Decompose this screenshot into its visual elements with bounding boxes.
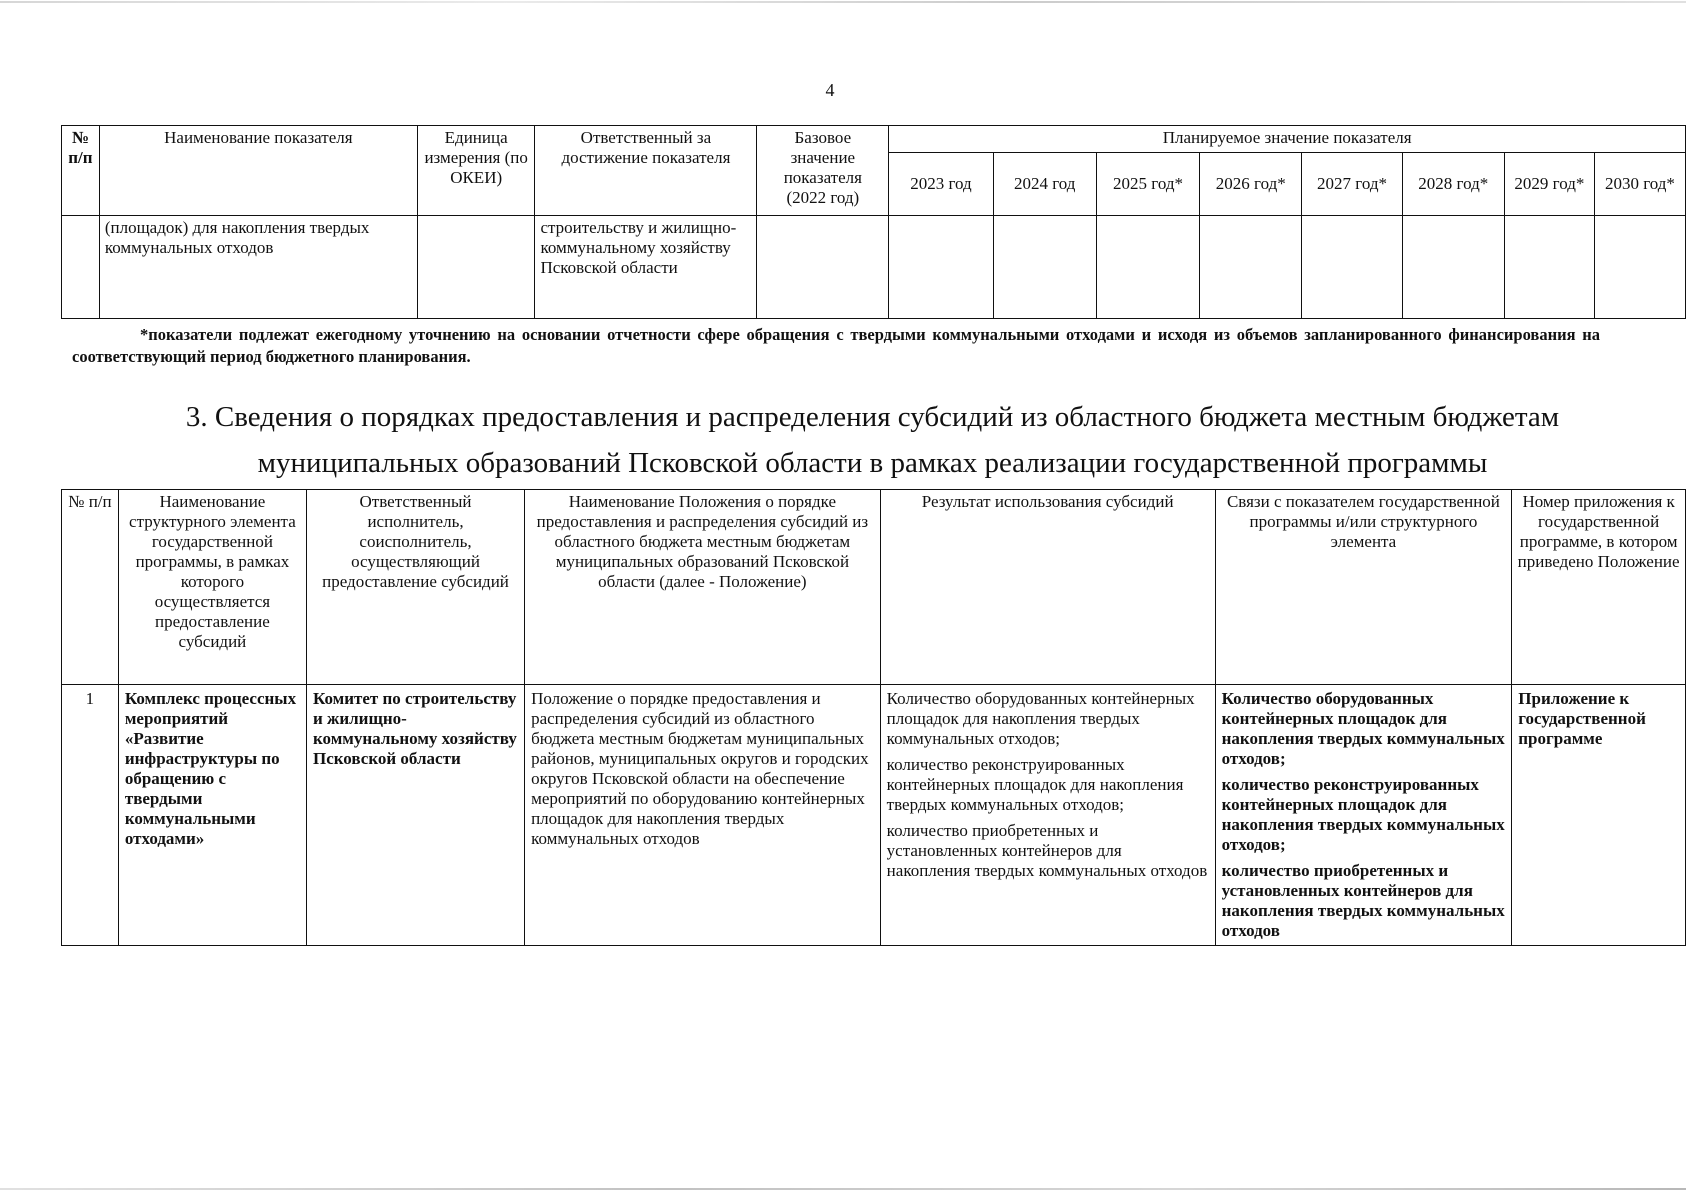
cell-link bbox=[1215, 685, 1512, 946]
cell-regulation: Положение о порядке предоставления и распределения субсидий из областного бюджета местным бюджетам муниципальных районов, муниципальных округов и городских округов Псковской области на обеспечение мероприятий по оборудованию контейнерных площадок для накопления твердых коммунальных отходов bbox=[525, 685, 881, 946]
year-header: 2030 год* bbox=[1594, 153, 1685, 216]
cell-responsible: строительству и жилищно-коммунальному хозяйству Псковской области bbox=[535, 216, 757, 319]
link-item: количество приобретенных и установленных контейнеров для накопления твердых коммунальных отходов bbox=[1221, 861, 1505, 940]
col-appendix-header: Номер приложения к государственной программе, в котором приведено Положение bbox=[1512, 490, 1686, 685]
footnote-text: *показатели подлежат ежегодному уточнению на основании отчетности сфере обращения с твердыми коммунальными отходами и исходя из объемов запланированного финансирования на соответствующий период бюджетного планирования. bbox=[72, 325, 1600, 366]
page-number: 4 bbox=[825, 80, 835, 100]
result-item: количество приобретенных и установленных контейнеров для накопления твердых коммунальных отходов bbox=[886, 821, 1208, 880]
cell-year-value bbox=[889, 216, 993, 319]
year-header: 2027 год* bbox=[1302, 153, 1402, 216]
year-header: 2025 год* bbox=[1096, 153, 1199, 216]
col-planned-header: Планируемое значение показателя bbox=[889, 126, 1686, 153]
year-header: 2028 год* bbox=[1402, 153, 1504, 216]
year-header: 2024 год bbox=[993, 153, 1096, 216]
footnote bbox=[72, 324, 1600, 368]
cell-unit bbox=[417, 216, 535, 319]
col-result-header: Результат использования субсидий bbox=[880, 490, 1215, 685]
cell-executor: Комитет по строительству и жилищно-коммунальному хозяйству Псковской области bbox=[306, 685, 524, 946]
cell-indicator-name: (площадок) для накопления твердых коммунальных отходов bbox=[99, 216, 417, 319]
cell-structural-element: Комплекс процессных мероприятий «Развитие инфраструктуры по обращению с твердыми коммунальными отходами» bbox=[118, 685, 306, 946]
scan-edge-top bbox=[0, 1, 1686, 3]
col-num-header: № п/п bbox=[62, 490, 119, 685]
col-unit-header: Единица измерения (по ОКЕИ) bbox=[417, 126, 535, 216]
cell-year-value bbox=[1096, 216, 1199, 319]
result-item: количество реконструированных контейнерных площадок для накопления твердых коммунальных отходов; bbox=[886, 755, 1184, 814]
result-item: Количество оборудованных контейнерных площадок для накопления твердых коммунальных отходов; bbox=[886, 689, 1195, 748]
col-name-header: Наименование показателя bbox=[99, 126, 417, 216]
link-item: Количество оборудованных контейнерных площадок для накопления твердых коммунальных отходов; bbox=[1221, 689, 1505, 768]
col-regulation-header: Наименование Положения о порядке предоставления и распределения субсидий из областного бюджета местным бюджетам муниципальных образований Псковской области (далее - Положение) bbox=[525, 490, 881, 685]
subsidy-table bbox=[61, 489, 1686, 946]
section-title-line-2: муниципальных образований Псковской области в рамках реализации государственной программы bbox=[257, 447, 1488, 479]
link-item: количество реконструированных контейнерных площадок для накопления твердых коммунальных отходов; bbox=[1221, 775, 1505, 854]
section-title-line-1: 3. Сведения о порядках предоставления и распределения субсидий из областного бюджета местным бюджетам bbox=[185, 401, 1560, 433]
cell-year-value bbox=[1504, 216, 1594, 319]
cell-num bbox=[62, 216, 100, 319]
col-executor-header: Ответственный исполнитель, соисполнитель, осуществляющий предоставление субсидий bbox=[306, 490, 524, 685]
table-row bbox=[62, 216, 1686, 319]
section-title bbox=[60, 394, 1685, 486]
cell-num: 1 bbox=[62, 685, 119, 946]
scan-edge-bottom bbox=[0, 1188, 1686, 1190]
cell-result bbox=[880, 685, 1215, 946]
indicator-header-row bbox=[62, 126, 1686, 153]
cell-year-value bbox=[1594, 216, 1685, 319]
col-link-header: Связи с показателем государственной программы и/или структурного элемента bbox=[1215, 490, 1512, 685]
col-base-header: Базовое значение показателя (2022 год) bbox=[757, 126, 889, 216]
indicator-table bbox=[61, 125, 1686, 319]
cell-appendix: Приложение к государственной программе bbox=[1512, 685, 1686, 946]
year-header: 2029 год* bbox=[1504, 153, 1594, 216]
cell-year-value bbox=[1302, 216, 1402, 319]
col-responsible-header: Ответственный за достижение показателя bbox=[535, 126, 757, 216]
cell-base bbox=[757, 216, 889, 319]
cell-year-value bbox=[1402, 216, 1504, 319]
col-element-header: Наименование структурного элемента государственной программы, в рамках которого осуществляется предоставление субсидий bbox=[118, 490, 306, 685]
cell-year-value bbox=[1200, 216, 1302, 319]
subsidy-header-row bbox=[62, 490, 1686, 685]
col-num-header: № п/п bbox=[62, 126, 100, 216]
year-header: 2026 год* bbox=[1200, 153, 1302, 216]
table-row bbox=[62, 685, 1686, 946]
cell-year-value bbox=[993, 216, 1096, 319]
year-header: 2023 год bbox=[889, 153, 993, 216]
